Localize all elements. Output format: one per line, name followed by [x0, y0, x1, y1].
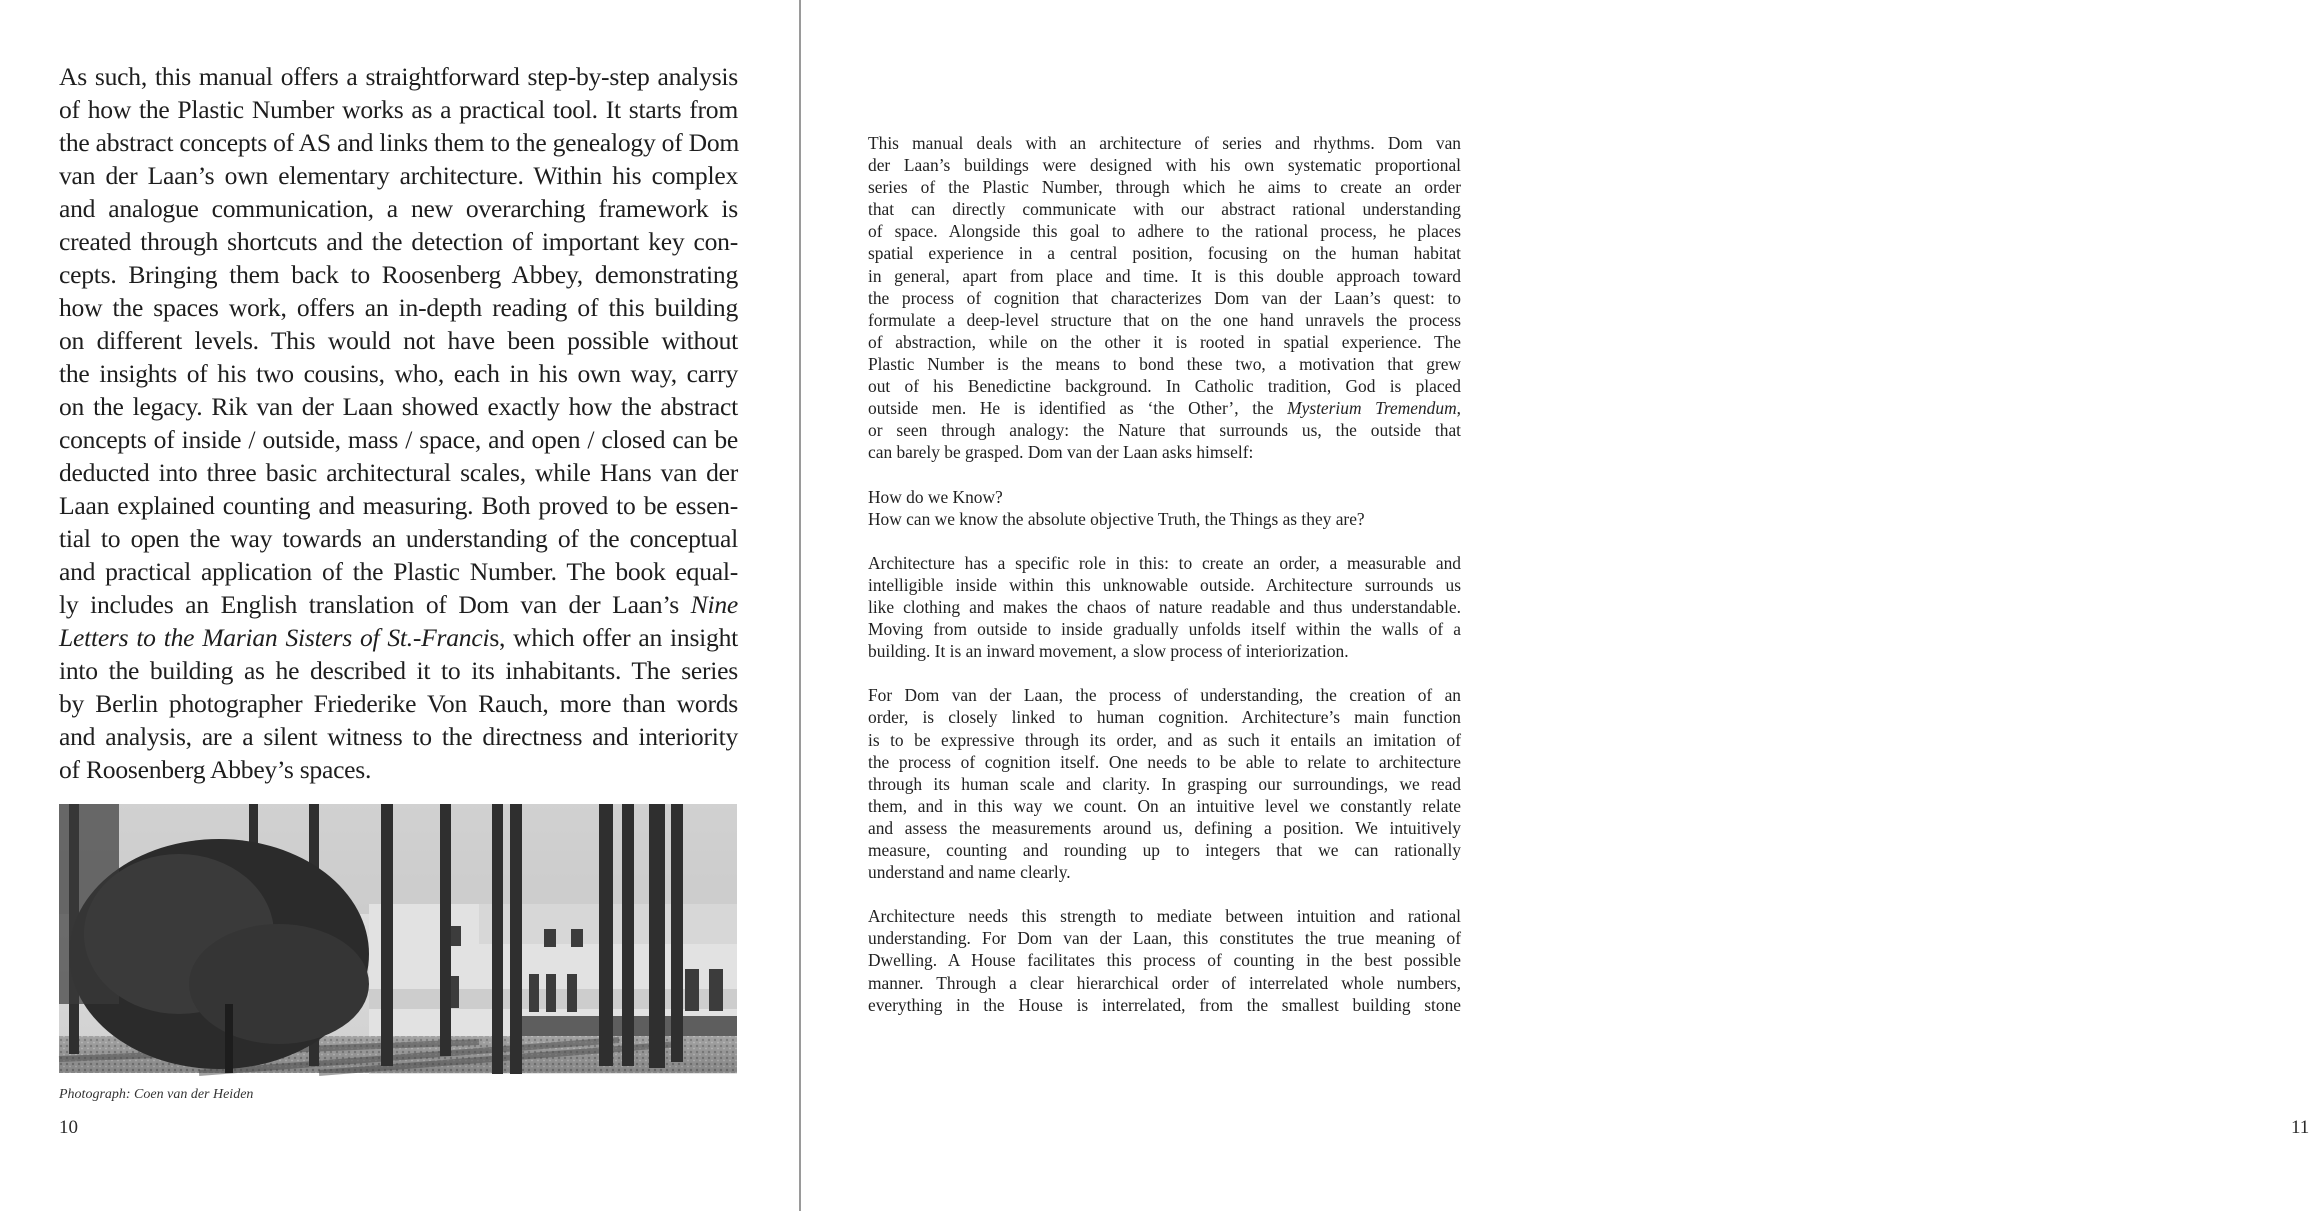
- left-page: [0, 0, 800, 1211]
- text-run: ly includes an English translation of Dom van der Laan’s: [59, 590, 691, 619]
- text-line: spatial experience in a central position, focusing on the human habitat: [868, 243, 1461, 264]
- text-line: deducted into three basic architectural scales, while Hans van der: [59, 458, 738, 487]
- abbey-photograph: [59, 804, 737, 1073]
- text-line: in general, apart from place and time. It is this double approach toward: [868, 265, 1461, 286]
- text-line: is to be expressive through its order, and as such it entails an imitation of: [868, 729, 1461, 750]
- book-title-italic: Letters to the Marian Sisters of St.-Franci: [59, 623, 490, 652]
- text-line: the process of cognition itself. One needs to be able to relate to architecture: [868, 751, 1461, 772]
- text-line: Laan explained counting and measuring. Both proved to be essen-: [59, 491, 738, 520]
- text-line: everything in the House is interrelated, from the smallest building stone: [868, 994, 1461, 1015]
- photo-caption: Photograph: Coen van der Heiden: [59, 1087, 254, 1102]
- left-body-text: [59, 60, 738, 786]
- text-line: As such, this manual offers a straightforward step-by-step analysis: [59, 62, 738, 91]
- paragraph: [868, 132, 1461, 463]
- text-line: and analysis, are a silent witness to the directness and interiority: [59, 722, 738, 751]
- text-line: the process of cognition that characterizes Dom van der Laan’s quest: to: [868, 287, 1461, 308]
- text-line: Dwelling. A House facilitates this process of counting in the best possible: [868, 950, 1461, 971]
- page-number-left: 10: [59, 1117, 78, 1138]
- text-line: of Roosenberg Abbey’s spaces.: [59, 755, 372, 784]
- text-line: intelligible inside within this unknowable outside. Architecture surrounds us: [868, 574, 1461, 595]
- text-line: This manual deals with an architecture of series and rhythms. Dom van: [868, 133, 1461, 153]
- text-line: of how the Plastic Number works as a practical tool. It starts from: [59, 95, 738, 124]
- text-line: [868, 397, 1461, 419]
- text-line: concepts of inside / outside, mass / space, and open / closed can be: [59, 425, 738, 454]
- text-run: ,: [1456, 398, 1461, 419]
- text-line: Architecture needs this strength to mediate between intuition and rational: [868, 906, 1461, 927]
- text-line: van der Laan’s own elementary architecture. Within his complex: [59, 161, 738, 190]
- text-line: tial to open the way towards an understanding of the conceptual: [59, 524, 738, 553]
- text-line: and assess the measurements around us, defining a position. We intuitively: [868, 817, 1461, 838]
- text-line: the insights of his two cousins, who, each in his own way, carry: [59, 359, 738, 388]
- text-line: on different levels. This would not have been possible without: [59, 326, 738, 355]
- text-line: Architecture has a specific role in this: to create an order, a measurable and: [868, 552, 1461, 573]
- text-line: order, is closely linked to human cognition. Architecture’s main function: [868, 707, 1461, 728]
- text-line: formulate a deep-level structure that on the one hand unravels the process: [868, 309, 1461, 330]
- text-line: building. It is an inward movement, a slow process of interiorization.: [868, 641, 1349, 662]
- text-line: the abstract concepts of AS and links them to the genealogy of Dom: [59, 128, 740, 157]
- text-line: into the building as he described it to its inhabitants. The series: [59, 656, 738, 685]
- text-line: that can directly communicate with our abstract rational understanding: [868, 199, 1461, 220]
- text-line: created through shortcuts and the detection of important key con-: [59, 227, 738, 256]
- text-line: Plastic Number is the means to bond these two, a motivation that grew: [868, 353, 1461, 374]
- text-line: and practical application of the Plastic Number. The book equal-: [59, 557, 738, 586]
- text-line: out of his Benedictine background. In Catholic tradition, God is placed: [868, 376, 1461, 397]
- text-line: or seen through analogy: the Nature that surrounds us, the outside that: [868, 420, 1461, 441]
- right-page: [801, 0, 2309, 1211]
- text-line: Moving from outside to inside gradually unfolds itself within the walls of a: [868, 619, 1461, 640]
- text-line: [59, 588, 738, 621]
- page-number-right: 11: [2291, 1117, 2309, 1138]
- text-line: der Laan’s buildings were designed with his own systematic proportional: [868, 155, 1461, 176]
- text-line: series of the Plastic Number, through which he aims to create an order: [868, 177, 1461, 198]
- text-run: s, which offer an insight: [489, 623, 738, 652]
- text-line: can barely be grasped. Dom van der Laan asks himself:: [868, 442, 1254, 463]
- paragraph: [868, 552, 1461, 662]
- text-line: of space. Alongside this goal to adhere to the rational process, he places: [868, 221, 1461, 242]
- text-line: [59, 621, 738, 654]
- book-title-italic: Nine: [690, 590, 738, 619]
- text-line: How do we Know?: [868, 486, 1003, 507]
- right-body-text: [868, 132, 1461, 1038]
- text-line: cepts. Bringing them back to Roosenberg Abbey, demonstrating: [59, 260, 738, 289]
- text-line: them, and in this way we count. On an intuitive level we constantly relate: [868, 795, 1461, 816]
- text-line: how the spaces work, offers an in-depth reading of this building: [59, 293, 738, 322]
- text-line: understand and name clearly.: [868, 862, 1071, 883]
- paragraph: [868, 486, 1461, 530]
- paragraph: [868, 684, 1461, 883]
- text-line: understanding. For Dom van der Laan, this constitutes the true meaning of: [868, 928, 1461, 949]
- text-line: For Dom van der Laan, the process of understanding, the creation of an: [868, 685, 1461, 706]
- text-run: outside men. He is identified as ‘the Other’, the: [868, 398, 1288, 419]
- paragraph: [868, 905, 1461, 1015]
- photo-trees-and-building: [59, 804, 737, 1073]
- text-line: of abstraction, while on the other it is rooted in spatial experience. The: [868, 331, 1461, 352]
- text-line: on the legacy. Rik van der Laan showed exactly how the abstract: [59, 392, 738, 421]
- text-line: like clothing and makes the chaos of nature readable and thus understandable.: [868, 596, 1461, 617]
- text-line: measure, counting and rounding up to integers that we can rationally: [868, 840, 1461, 860]
- text-line: through its human scale and clarity. In grasping our surroundings, we read: [868, 773, 1461, 794]
- text-line: How can we know the absolute objective Truth, the Things as they are?: [868, 508, 1365, 529]
- latin-term-italic: Mysterium Tremendum: [1287, 398, 1457, 419]
- text-line: by Berlin photographer Friederike Von Rauch, more than words: [59, 689, 738, 718]
- text-line: manner. Through a clear hierarchical order of interrelated whole numbers,: [868, 972, 1461, 993]
- text-line: and analogue communication, a new overarching framework is: [59, 194, 738, 223]
